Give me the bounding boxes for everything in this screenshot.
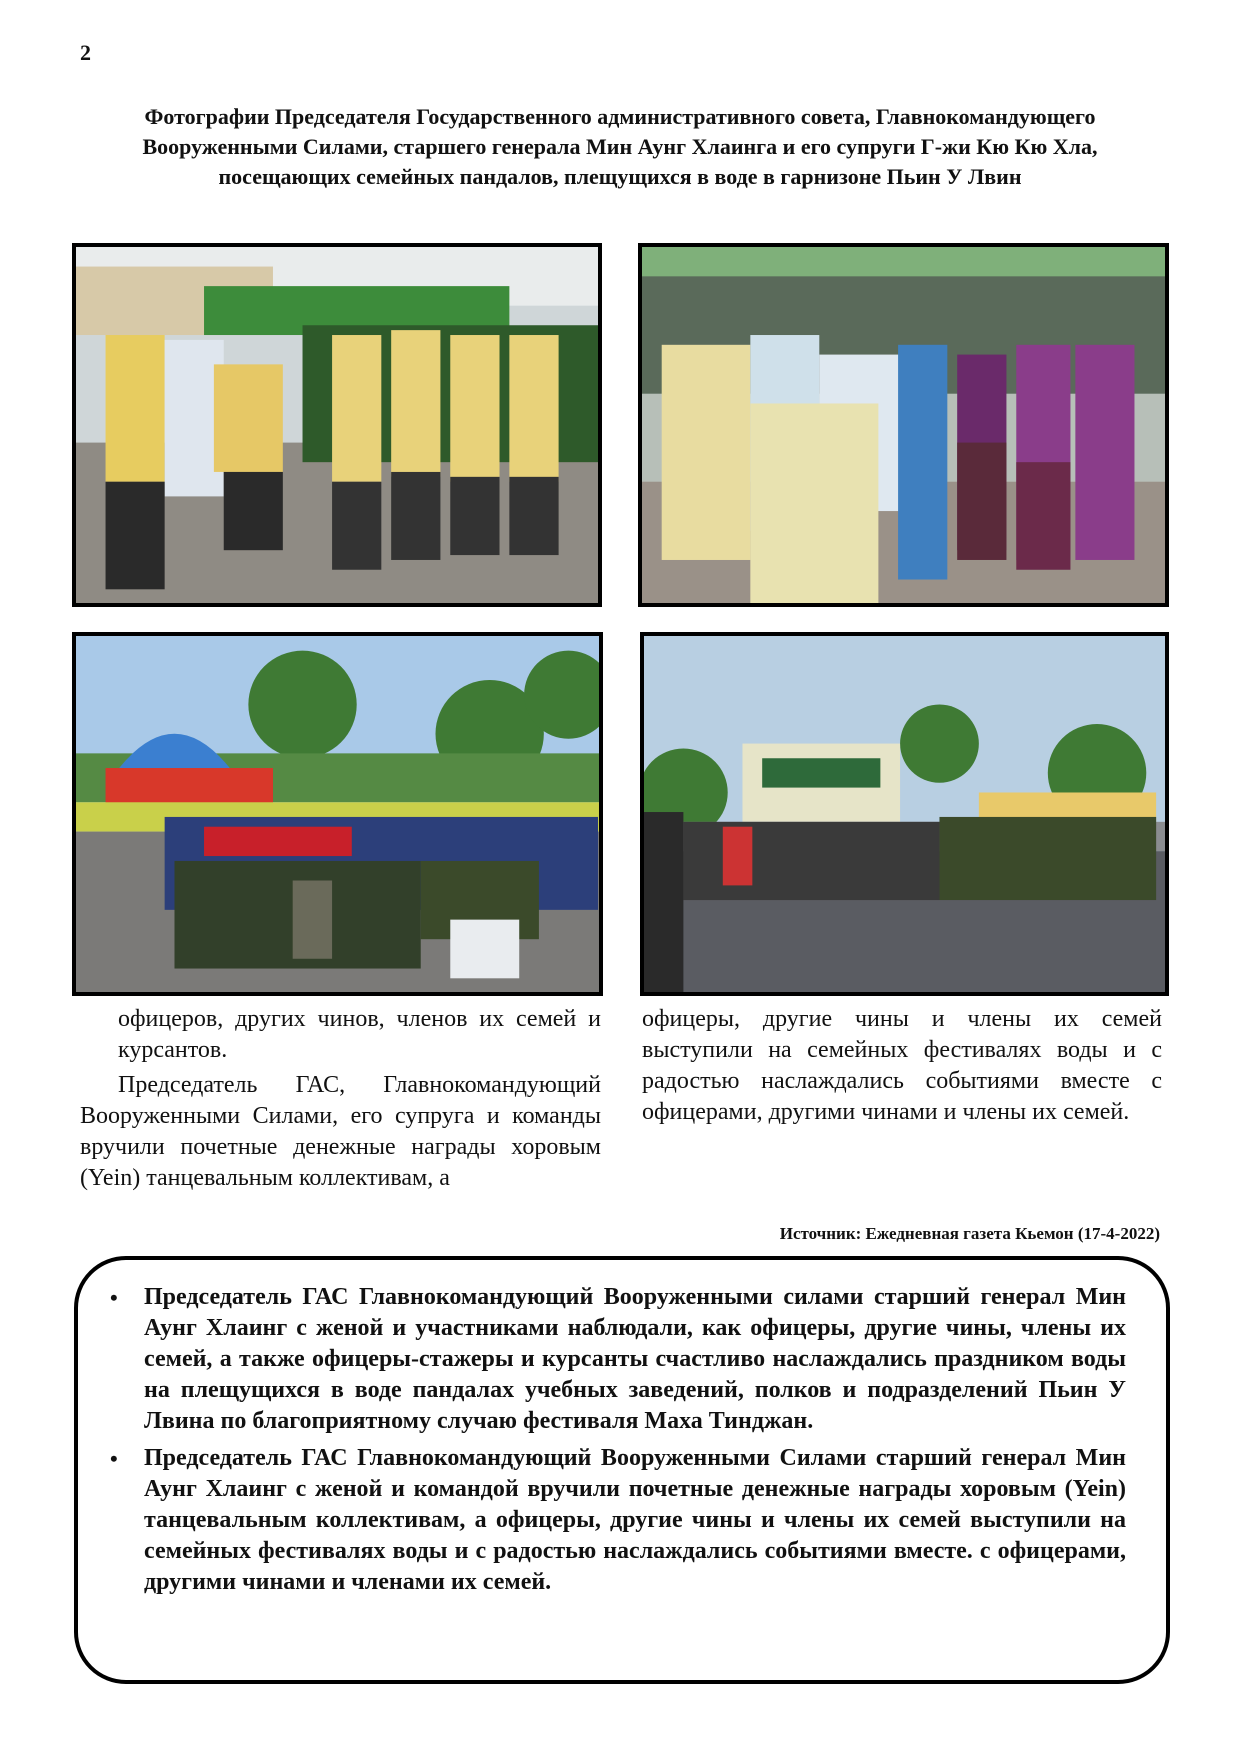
summary-bullet xyxy=(102,1282,1126,1437)
page-number: 2 xyxy=(80,40,91,65)
summary-bullet-text: Председатель ГАС Главнокомандующий Вооруженными силами старший генерал Мин Аунг Хлаинг с женой и участниками наблюдали, как офицеры, другие чины, члены их семей, а также офицеры-стажеры и курсанты счастливо наслаждались праздником воды на плещущихся в воде пандалах учебных заведений, полков и подразделений Пьин У Лвина по благоприятному случаю фестиваля Маха Тинджан. xyxy=(144,1284,1126,1434)
article-left-paragraph-2: Председатель ГАС, Главнокомандующий Вооруженными Силами, его супруга и команды вручили почетные денежные награды хоровым (Yein) танцевальным коллективам, а xyxy=(80,1072,601,1191)
article-left-column xyxy=(80,1004,601,1194)
article-left-paragraph-1: офицеров, других чинов, членов их семей и курсантов. xyxy=(118,1006,601,1063)
photo-festival-stage-crowd-image xyxy=(76,636,599,992)
photo-festival-stage-crowd xyxy=(72,632,603,996)
summary-bullet-text: Председатель ГАС Главнокомандующий Вооруженными Силами старший генерал Мин Аунг Хлаинг с женой и командой вручили почетные денежные награды хоровым (Yein) танцевальным коллективам, а офицеры, другие чины и члены их семей выступили на семейных фестивалях воды и с радостью наслаждались событиями вместе. с офицерами, другими чинами и членами их семей. xyxy=(144,1445,1126,1595)
article-right-column xyxy=(642,1004,1162,1128)
photo-greeting-women xyxy=(638,243,1169,607)
summary-box xyxy=(74,1256,1170,1684)
photo-festival-water-pavilion-image xyxy=(644,636,1165,992)
article-right-paragraph-1: офицеры, другие чины и члены их семей выступили на семейных фестивалях воды и с радостью наслаждались событиями вместе с офицерами, другими чинами и члены их семей. xyxy=(642,1006,1162,1125)
summary-bullet xyxy=(102,1443,1126,1598)
summary-list xyxy=(102,1282,1126,1604)
source-credit: Источник: Ежедневная газета Кьемон (17-4-2022) xyxy=(779,1224,1160,1243)
bullet-icon: • xyxy=(110,1446,118,1471)
photo-greeting-line xyxy=(72,243,602,607)
photo-greeting-women-image xyxy=(642,247,1165,603)
bullet-icon: • xyxy=(110,1285,118,1310)
page-title: Фотографии Председателя Государственного административного совета, Главнокомандующего Вооруженными Силами, старшего генерала Мин Аунг Хлаинга и его супруги Г-жи Кю Кю Хла, посещающих семейных пандалов, плещущихся в воде в гарнизоне Пьин У Лвин xyxy=(142,104,1098,189)
photo-greeting-line-image xyxy=(76,247,598,603)
photo-festival-water-pavilion xyxy=(640,632,1169,996)
